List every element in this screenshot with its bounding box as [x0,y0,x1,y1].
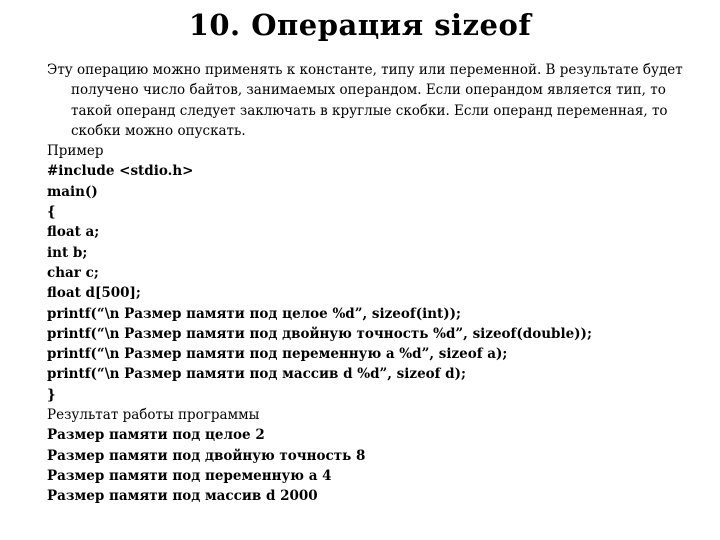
intro-paragraph [47,60,687,141]
code-line: printf(“\n Размер памяти под массив d %d”, sizeof d); [47,366,466,383]
code-line: main() [47,183,98,200]
output-line: Размер памяти под двойную точность 8 [47,447,366,464]
example-label: Пример [47,143,104,160]
result-label: Результат работы программы [47,407,260,424]
code-line: printf(“\n Размер памяти под двойную точность %d”, sizeof(double)); [47,325,592,342]
program-output [47,425,687,506]
output-line: Размер памяти под переменную a 4 [47,467,332,484]
code-line: } [47,386,56,403]
output-line: Размер памяти под целое 2 [47,427,265,444]
slide-title: 10. Операция sizeof [188,8,532,42]
code-line: float a; [47,224,100,241]
code-line: { [47,204,56,221]
code-line: #include <stdio.h> [47,163,194,180]
code-line: printf(“\n Размер памяти под целое %d”, sizeof(int)); [47,305,462,322]
intro-line: такой операнд следует заключать в круглые скобки. Если операнд переменная, то [71,102,668,119]
intro-line: Эту операцию можно применять к константе, типу или переменной. В результате будет [47,62,683,78]
code-line: printf(“\n Размер памяти под переменную a %d”, sizeof a); [47,346,508,363]
code-line: float d[500]; [47,285,141,302]
intro-line: скобки можно опускать. [71,122,246,139]
slide-body [47,60,687,507]
code-block [47,161,687,405]
intro-line: получено число байтов, занимаемых операндом. Если операндом является тип, то [71,82,666,99]
output-line: Размер памяти под массив d 2000 [47,488,318,505]
code-line: char c; [47,264,99,281]
code-line: int b; [47,244,88,261]
